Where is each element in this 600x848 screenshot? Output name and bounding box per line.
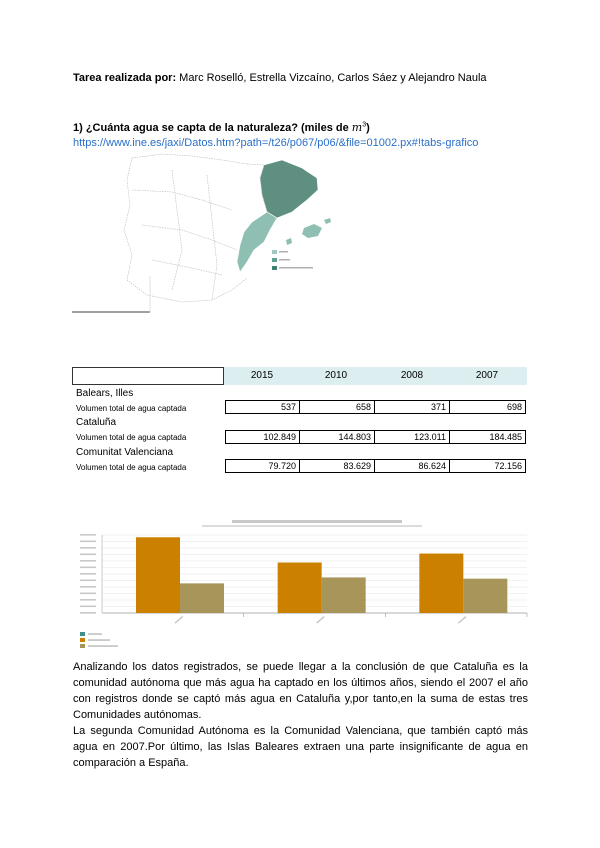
table-cell: 371: [374, 400, 450, 414]
question-text: 1) ¿Cuánta agua se capta de la naturaleza? (miles de: [73, 122, 352, 134]
table-cell: 537: [225, 400, 300, 414]
bar: [463, 579, 507, 613]
table-cell: 102.849: [225, 430, 300, 444]
row-label: Volumen total de agua captada: [76, 433, 187, 442]
author-names: Marc Roselló, Estrella Vizcaíno, Carlos Sáez y Alejandro Naula: [176, 72, 487, 84]
bar: [136, 537, 180, 613]
y-tick-label: [80, 593, 96, 595]
y-tick-label: [80, 573, 96, 575]
row-label: Volumen total de agua captada: [76, 463, 187, 472]
table-cell: 83.629: [299, 459, 375, 473]
source-link[interactable]: https://www.ine.es/jaxi/Datos.htm?path=/t26/p067/p06/&file=01002.px#!tabs-grafico: [73, 137, 479, 149]
bar: [419, 554, 463, 613]
year-header: 2007: [475, 370, 499, 381]
row-label: Volumen total de agua captada: [76, 404, 187, 413]
map-outline-south: [147, 278, 247, 302]
table-cell: 144.803: [299, 430, 375, 444]
table-cell: 86.624: [374, 459, 450, 473]
legend-text-1: [279, 251, 288, 253]
map-outline-interior-3: [152, 260, 222, 275]
legend-label: [88, 639, 110, 641]
table-cell: 658: [299, 400, 375, 414]
map-legend: [272, 250, 313, 270]
legend-label: [88, 645, 118, 647]
chart-title-placeholder: [232, 520, 402, 523]
analysis-paragraph-1: Analizando los datos registrados, se puede llegar a la conclusión de que Cataluña es la comunidad autónoma que más agua ha captado en los últimos años, siendo el 2007 el año con registros donde se captó más agua en Cataluña y,por tanto,en la suma de estas tres Comunidades autónomas.: [73, 661, 528, 721]
year-header: 2015: [250, 370, 274, 381]
y-tick-label: [80, 599, 96, 601]
table-cell: 123.011: [374, 430, 450, 444]
legend-swatch-3: [272, 266, 277, 270]
map-outline-interior-1: [132, 190, 232, 210]
table-cell: 698: [449, 400, 526, 414]
question-close: ): [366, 122, 370, 134]
legend-swatch: [80, 638, 85, 642]
question-title: [73, 121, 370, 134]
legend-swatch: [80, 644, 85, 648]
map-outline-north: [132, 154, 247, 164]
bar: [278, 563, 322, 613]
analysis-paragraph-2: La segunda Comunidad Autónoma es la Comunidad Valenciana, que también captó más agua en 2007.Por último, las Islas Baleares extraen una parte insignificante de agua en comparación a España.: [73, 725, 528, 769]
chart-subtitle-placeholder: [202, 525, 422, 527]
y-tick-label: [80, 534, 96, 536]
table-cell: 184.485: [449, 430, 526, 444]
unit-symbol: m: [351, 121, 363, 134]
y-tick-label: [80, 612, 96, 614]
author-label: Tarea realizada por:: [73, 72, 177, 84]
y-tick-label: [80, 586, 96, 588]
region-comunitat-valenciana: [237, 212, 277, 272]
spain-map: [72, 150, 332, 315]
y-tick-label: [80, 606, 96, 608]
y-tick-label: [80, 580, 96, 582]
y-tick-label: [80, 554, 96, 556]
analysis-text: [73, 659, 528, 771]
bar: [180, 583, 224, 613]
map-outline-west: [124, 158, 147, 295]
author-line: [73, 72, 487, 84]
table-header-blank: [72, 367, 224, 385]
island-mallorca: [302, 224, 322, 238]
legend-swatch: [80, 632, 85, 636]
region-name: Cataluña: [76, 417, 117, 428]
legend-label: [88, 633, 102, 635]
y-tick-label: [80, 567, 96, 569]
island-ibiza: [286, 238, 292, 245]
legend-swatch-1: [272, 250, 277, 254]
legend-text-3: [279, 267, 313, 269]
bar: [322, 577, 366, 613]
unit-exponent: 3: [362, 121, 367, 129]
region-name: Balears, Illes: [76, 388, 134, 399]
legend-text-2: [279, 259, 290, 261]
region-name: Comunitat Valenciana: [76, 447, 174, 458]
map-outline-interior-2: [142, 225, 237, 250]
map-outline-interior-5: [207, 175, 217, 300]
y-tick-label: [80, 547, 96, 549]
island-menorca: [324, 218, 331, 224]
year-header: 2008: [400, 370, 424, 381]
table-cell: 79.720: [225, 459, 300, 473]
bar-chart: [72, 515, 530, 655]
region-baleares: [286, 218, 331, 245]
year-header: 2010: [324, 370, 348, 381]
table-cell: 72.156: [449, 459, 526, 473]
y-tick-label: [80, 560, 96, 562]
y-tick-label: [80, 541, 96, 543]
legend-swatch-2: [272, 258, 277, 262]
region-cataluna: [260, 160, 318, 218]
